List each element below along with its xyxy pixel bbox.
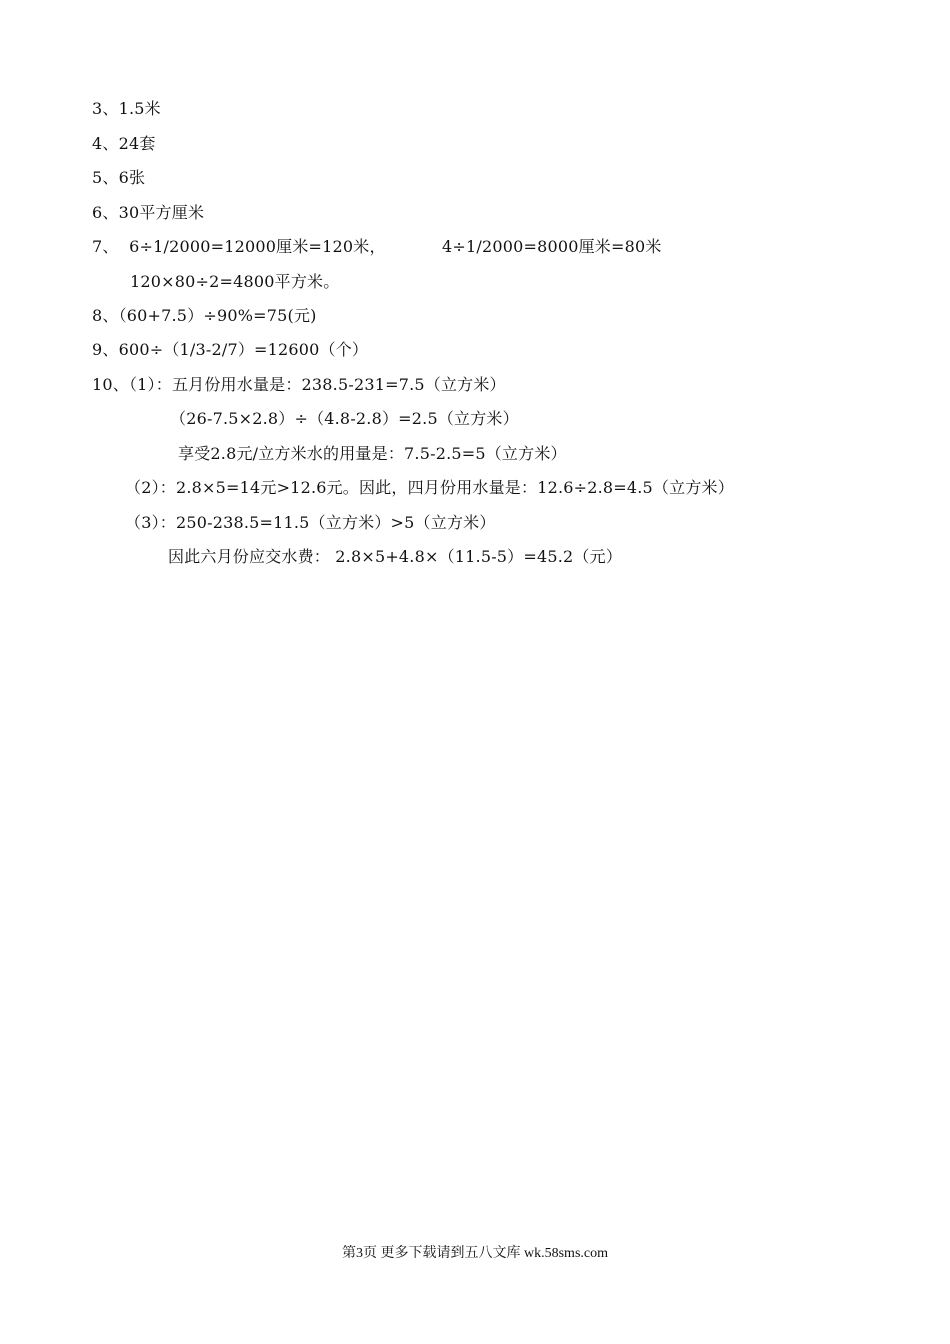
- answer-10-part-3: （3）：250-238.5=11.5（立方米）>5（立方米）: [125, 513, 496, 532]
- answer-4: 4、24套: [92, 134, 156, 153]
- answer-5: 5、6张: [92, 168, 146, 187]
- answer-10-part-1: 10、（1）：五月份用水量是：238.5-231=7.5（立方米）: [92, 375, 506, 394]
- answer-3: 3、1.5米: [92, 99, 161, 118]
- answer-10-part-1-step-2: （26-7.5×2.8）÷（4.8-2.8）=2.5（立方米）: [170, 409, 519, 428]
- answer-7-part-b: 4÷1/2000=8000厘米=80米: [442, 237, 662, 256]
- answer-7-area: 120×80÷2=4800平方米。: [130, 272, 340, 291]
- answer-7-part-a: 7、 6÷1/2000=12000厘米=120米，: [92, 237, 386, 256]
- answer-10-part-3-conclusion: 因此六月份应交水费： 2.8×5+4.8×（11.5-5）=45.2（元）: [168, 547, 623, 566]
- page-footer: 第3页 更多下载请到五八文库 wk.58sms.com: [342, 1246, 608, 1261]
- answer-10-part-1-step-3: 享受2.8元/立方米水的用量是：7.5-2.5=5（立方米）: [178, 444, 567, 463]
- answer-10-part-2: （2）：2.8×5=14元>12.6元。因此，四月份用水量是：12.6÷2.8=4.5（立方米）: [125, 478, 734, 497]
- answer-9: 9、600÷（1/3-2/7）=12600（个）: [92, 340, 369, 359]
- answer-6: 6、30平方厘米: [92, 203, 205, 222]
- answer-8: 8、（60+7.5）÷90%=75(元): [92, 306, 317, 325]
